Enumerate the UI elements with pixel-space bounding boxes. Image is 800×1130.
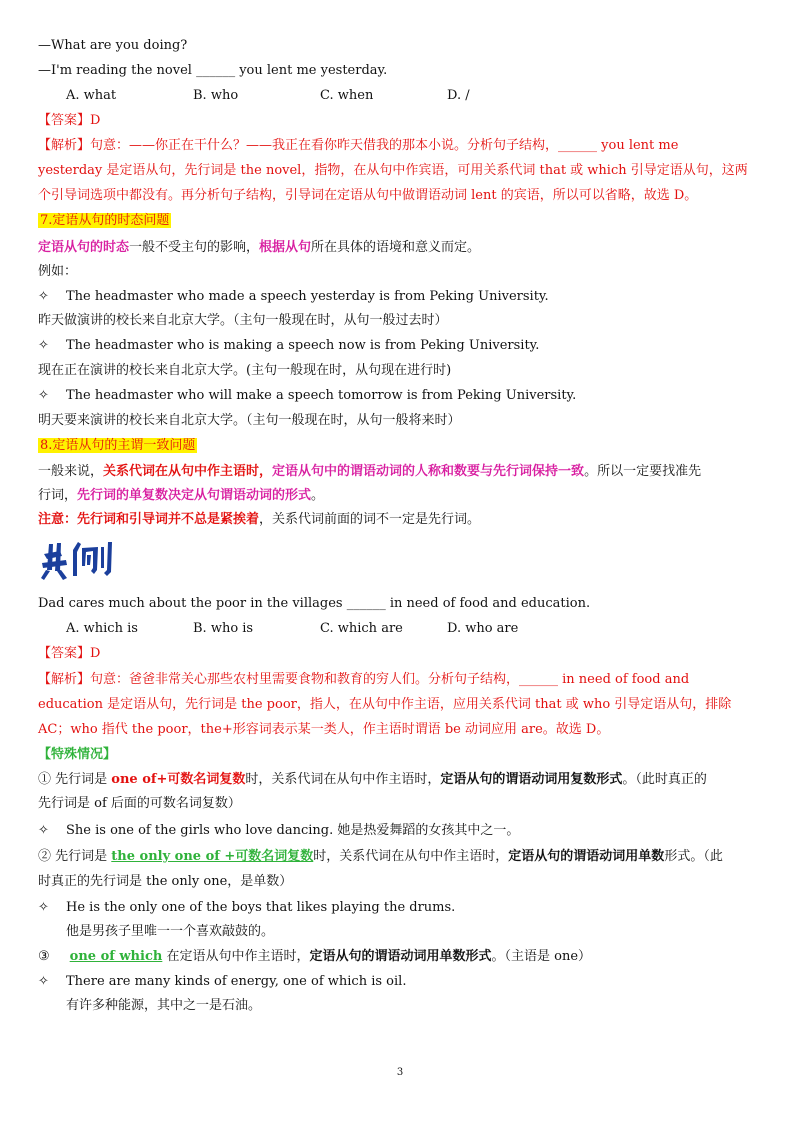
case-text: 。（主语是 one）	[491, 949, 592, 964]
rule-magenta-text: 定语从句中的谓语动词的人称和数要与先行词保持一致	[272, 464, 585, 479]
q1-option-a: A. what	[66, 88, 117, 103]
case-2-line-1	[38, 847, 764, 867]
rule-text-end: 。所以一定要找准先	[584, 464, 702, 479]
q2-analysis-line-3: AC；who 指代 the poor，the+形容词表示某一类人，作主语时谓语 be 动词应用 are。故选 D。	[38, 722, 610, 737]
section-8-rule-line-2	[38, 486, 764, 506]
q1-answer: 【答案】D	[38, 113, 101, 128]
q1-option-c: C. when	[320, 88, 374, 103]
analysis-tag: 【解析】	[38, 138, 91, 153]
case-text: 在定语从句中作主语时，	[162, 949, 310, 964]
example-1-en	[38, 287, 764, 307]
section-8-title: 8.定语从句的主谓一致问题	[40, 438, 196, 453]
bullet-icon: ✧	[38, 900, 49, 915]
case-2-rule: 定语从句的谓语动词用单数	[508, 849, 665, 864]
example-3-en	[38, 386, 764, 406]
example-3-zh: 明天要来演讲的校长来自北京大学。（主句一般现在时，从句一般将来时）	[38, 413, 461, 428]
note-red-text: 注意：先行词和引导词并不总是紧挨着	[38, 512, 260, 527]
q2-option-d: D. who are	[447, 621, 519, 636]
rule-text-1: 一般不受主句的影响，	[129, 240, 260, 255]
rule-text-2: 所在具体的语境和意义而定。	[311, 240, 481, 255]
rule-red-text: 关系代词在从句中作主语时	[103, 464, 260, 479]
q1-analysis-text-1: 句意：——你正在干什么？——我正在看你昨天借我的那本小说。分析句子结构，______ you lent me	[90, 138, 679, 153]
analysis-tag: 【解析】	[38, 672, 91, 687]
rule-magenta-text: 先行词的单复数决定从句谓语动词的形式	[77, 488, 312, 503]
special-heading-text: 【特殊情况】	[38, 747, 117, 762]
case-1-number: ①	[38, 772, 52, 787]
section-8-heading	[38, 436, 764, 456]
case-1-example	[38, 821, 764, 841]
q2-option-a: A. which is	[66, 621, 138, 636]
q2-option-c: C. which are	[320, 621, 403, 636]
case-2-example	[38, 898, 764, 918]
case-text: 先行词是	[51, 772, 112, 787]
rule-text: 一般来说，	[38, 464, 104, 479]
q2-options	[66, 619, 764, 639]
example-2-zh: 现在正在演讲的校长来自北京大学。(主句一般现在时，从句现在进行时)	[38, 363, 452, 378]
q2-stem: Dad cares much about the poor in the villages ______ in need of food and education.	[38, 596, 591, 611]
case-text: 形式。（此	[664, 849, 723, 864]
dialogue-line-2: —I'm reading the novel ______ you lent me yesterday.	[38, 63, 388, 78]
case-3-pattern: one of which	[69, 949, 163, 964]
case-3-line-1	[38, 947, 764, 967]
q2-answer: 【答案】D	[38, 646, 101, 661]
dialogue-line-1: —What are you doing?	[38, 38, 188, 53]
section-7-rule	[38, 238, 764, 258]
example-logo-icon	[40, 540, 120, 582]
case-2-pattern: the only one of +可数名词复数	[111, 849, 314, 864]
case-2-example-zh: 他是男孩子里唯一一个喜欢敲鼓的。	[66, 924, 275, 939]
example-1-zh: 昨天做演讲的校长来自北京大学。（主句一般现在时，从句一般过去时）	[38, 313, 448, 328]
case-1-example-text: She is one of the girls who love dancing. 她是热爱舞蹈的女孩其中之一。	[66, 823, 520, 838]
q1-analysis-line-2: yesterday 是定语从句，先行词是 the novel，指物，在从句中作宾语，可用关系代词 that 或 which 引导定语从句，这两	[38, 163, 748, 178]
section-8-rule-line-1	[38, 462, 764, 482]
rule-keyword-2: 根据从句	[259, 240, 312, 255]
case-1-line-2: 先行词是 of 后面的可数名词复数）	[38, 796, 241, 811]
q1-option-d: D. /	[447, 88, 470, 103]
q1-options	[66, 86, 764, 106]
case-1-pattern: one of+可数名词复数	[111, 772, 246, 787]
q1-option-b: B. who	[193, 88, 239, 103]
logo-text: 典例	[40, 540, 42, 541]
case-2-line-2: 时真正的先行词是 the only one，是单数）	[38, 874, 293, 889]
case-text: 时，关系代词在从句中作主语时，	[245, 772, 441, 787]
section-8-note	[38, 510, 764, 530]
bullet-icon: ✧	[38, 974, 49, 989]
q2-option-b: B. who is	[193, 621, 254, 636]
rule-text-end: 。	[311, 488, 325, 503]
special-heading	[38, 745, 764, 765]
q2-analysis-line-1	[38, 670, 764, 690]
case-1-line-1	[38, 770, 764, 790]
q2-analysis-text-1: 句意：爸爸非常关心那些农村里需要食物和教育的穷人们。分析句子结构，______ in need of food and	[90, 672, 690, 687]
bullet-icon: ✧	[38, 289, 49, 304]
case-text: 。（此时真正的	[622, 772, 707, 787]
rule-red-comma: ，	[259, 464, 273, 479]
section-7-heading	[38, 211, 764, 231]
section-7-title: 7.定语从句的时态问题	[40, 213, 170, 228]
q1-analysis-line-1	[38, 136, 764, 156]
bullet-icon: ✧	[38, 823, 49, 838]
note-text: ，关系代词前面的词不一定是先行词。	[259, 512, 481, 527]
page-number: 3	[396, 1067, 404, 1078]
example-2-en	[38, 336, 764, 356]
case-text: 时，关系代词在从句中作主语时，	[313, 849, 509, 864]
example-label: 例如：	[38, 264, 78, 279]
bullet-icon: ✧	[38, 388, 49, 403]
q2-analysis-line-2: education 是定语从句，先行词是 the poor，指人，在从句中作主语，应用关系代词 that 或 who 引导定语从句，排除	[38, 697, 732, 712]
bullet-icon: ✧	[38, 338, 49, 353]
case-2-example-text: He is the only one of the boys that likes playing the drums.	[66, 900, 456, 915]
case-1-rule: 定语从句的谓语动词用复数形式	[440, 772, 623, 787]
example-3-text: The headmaster who will make a speech tomorrow is from Peking University.	[66, 388, 577, 403]
case-2-number: ②	[38, 849, 52, 864]
case-3-example	[38, 972, 764, 992]
example-2-text: The headmaster who is making a speech now is from Peking University.	[66, 338, 540, 353]
q1-analysis-line-3: 个引导词选项中都没有。再分析句子结构，引导词在定语从句中做谓语动词 lent 的宾语，所以可以省略，故选 D。	[38, 188, 698, 203]
example-1-text: The headmaster who made a speech yesterday is from Peking University.	[66, 289, 549, 304]
rule-keyword-1: 定语从句的时态	[38, 240, 130, 255]
case-3-number: ③	[38, 949, 50, 964]
case-3-example-text: There are many kinds of energy, one of which is oil.	[66, 974, 407, 989]
case-3-rule: 定语从句的谓语动词用单数形式	[309, 949, 492, 964]
case-3-example-zh: 有许多种能源，其中之一是石油。	[66, 998, 262, 1013]
rule-text: 行词，	[38, 488, 78, 503]
case-text: 先行词是	[51, 849, 112, 864]
